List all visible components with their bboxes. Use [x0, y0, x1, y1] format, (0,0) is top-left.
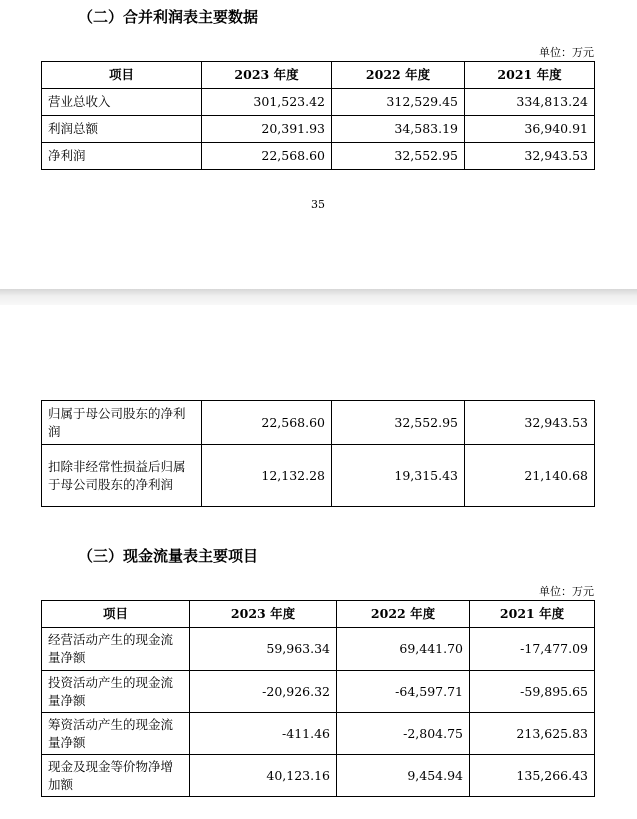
header-2021: 2021 年度 — [470, 601, 595, 628]
header-item: 项目 — [42, 601, 190, 628]
table-row — [42, 671, 595, 713]
cell-2021: -59,895.65 — [470, 671, 595, 713]
cell-2022: -2,804.75 — [337, 713, 470, 755]
cell-2021: 21,140.68 — [465, 445, 595, 507]
table-row — [42, 445, 595, 507]
cell-2022: 19,315.43 — [332, 445, 465, 507]
page-number: 35 — [311, 198, 325, 211]
row-label: 经营活动产生的现金流量净额 — [42, 628, 190, 671]
table-row — [42, 755, 595, 797]
row-label: 扣除非经常性损益后归属于母公司股东的净利润 — [42, 445, 202, 507]
row-label: 净利润 — [42, 143, 202, 170]
row-label: 现金及现金等价物净增加额 — [42, 755, 190, 797]
income-unit-label: 单位：万元 — [539, 46, 594, 59]
row-label: 利润总额 — [42, 116, 202, 143]
table-row — [42, 116, 595, 143]
table-row — [42, 143, 595, 170]
income-section-title: （二）合并利润表主要数据 — [78, 8, 259, 26]
cell-2021: 213,625.83 — [470, 713, 595, 755]
cell-2022: 32,552.95 — [332, 401, 465, 445]
income-header-row — [42, 62, 595, 89]
cell-2021: 32,943.53 — [465, 143, 595, 170]
cell-2023: 20,391.93 — [202, 116, 332, 143]
cell-2023: 22,568.60 — [202, 401, 332, 445]
header-2022: 2022 年度 — [332, 62, 465, 89]
cell-2023: -411.46 — [190, 713, 337, 755]
cell-2023: 40,123.16 — [190, 755, 337, 797]
income-table-continued — [41, 400, 595, 507]
cell-2022: 32,552.95 — [332, 143, 465, 170]
row-label: 归属于母公司股东的净利润 — [42, 401, 202, 445]
cell-2022: -64,597.71 — [337, 671, 470, 713]
cell-2022: 312,529.45 — [332, 89, 465, 116]
cell-2023: -20,926.32 — [190, 671, 337, 713]
cell-2023: 301,523.42 — [202, 89, 332, 116]
cell-2021: 135,266.43 — [470, 755, 595, 797]
cell-2022: 69,441.70 — [337, 628, 470, 671]
header-2023: 2023 年度 — [190, 601, 337, 628]
cell-2022: 34,583.19 — [332, 116, 465, 143]
header-2021: 2021 年度 — [465, 62, 595, 89]
cell-2021: 334,813.24 — [465, 89, 595, 116]
cell-2021: -17,477.09 — [470, 628, 595, 671]
row-label: 投资活动产生的现金流量净额 — [42, 671, 190, 713]
cashflow-unit-label: 单位：万元 — [539, 585, 594, 598]
row-label: 筹资活动产生的现金流量净额 — [42, 713, 190, 755]
cell-2021: 32,943.53 — [465, 401, 595, 445]
table-row — [42, 628, 595, 671]
header-item: 项目 — [42, 62, 202, 89]
row-label: 营业总收入 — [42, 89, 202, 116]
cashflow-table — [41, 600, 595, 797]
table-row — [42, 401, 595, 445]
cashflow-section-title: （三）现金流量表主要项目 — [78, 547, 259, 565]
cell-2023: 59,963.34 — [190, 628, 337, 671]
cell-2023: 22,568.60 — [202, 143, 332, 170]
cell-2022: 9,454.94 — [337, 755, 470, 797]
table-row — [42, 713, 595, 755]
header-2022: 2022 年度 — [337, 601, 470, 628]
cashflow-header-row — [42, 601, 595, 628]
cell-2021: 36,940.91 — [465, 116, 595, 143]
page-break — [0, 289, 637, 305]
income-table — [41, 61, 595, 170]
cell-2023: 12,132.28 — [202, 445, 332, 507]
table-row — [42, 89, 595, 116]
header-2023: 2023 年度 — [202, 62, 332, 89]
